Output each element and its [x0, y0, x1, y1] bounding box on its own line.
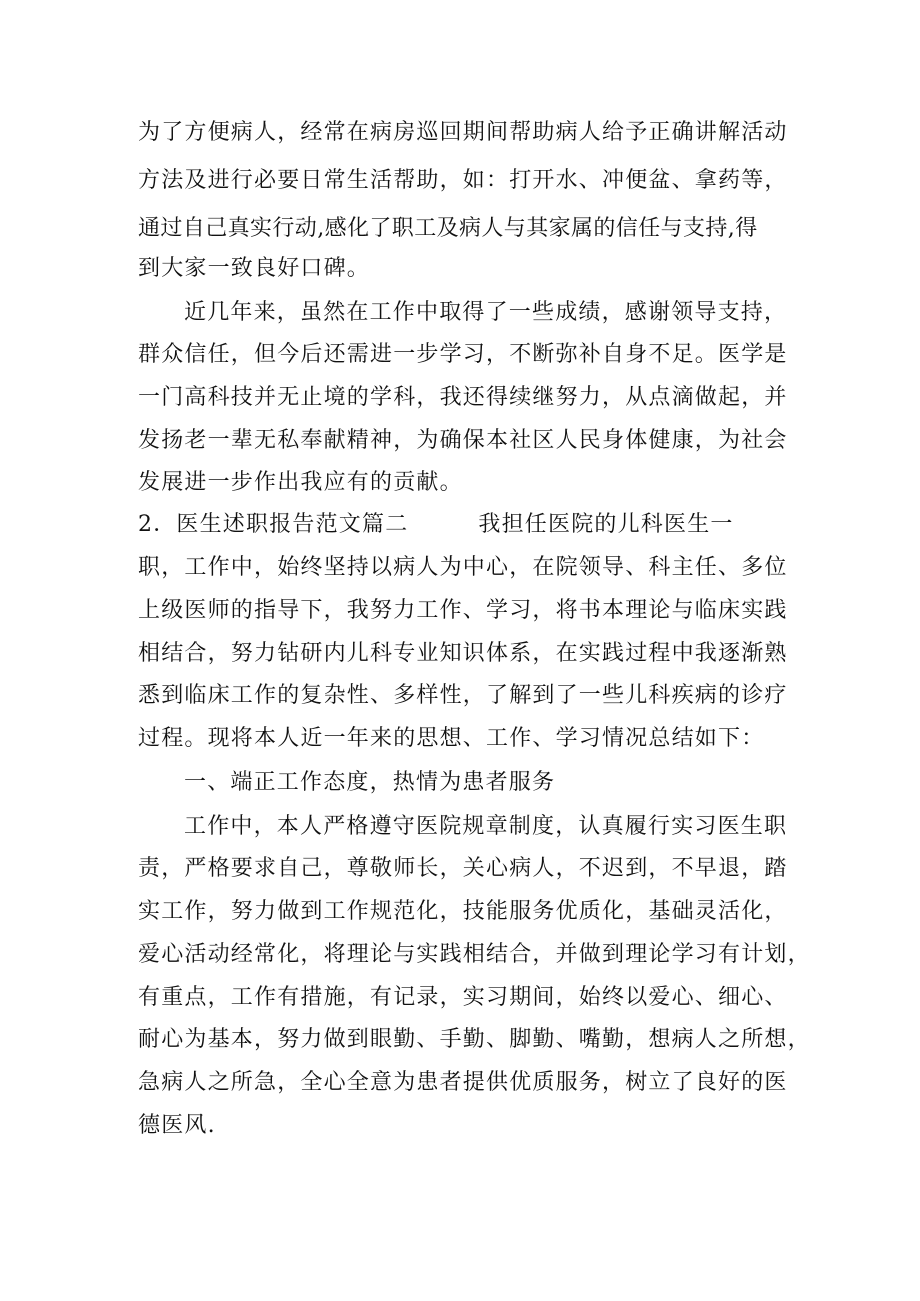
- paragraph-line: 相结合，努力钻研内儿科专业知识体系，在实践过程中我逐渐熟: [138, 641, 788, 666]
- paragraph-line: 一门高科技并无止境的学科，我还得续继努力，从点滴做起，并: [138, 385, 788, 410]
- paragraph-line: 工作中，本人严格遵守医院规章制度，认真履行实习医生职: [184, 814, 788, 839]
- section-title: 2．医生述职报告范文篇二: [138, 512, 409, 537]
- paragraph-line: 实工作，努力做到工作规范化，技能服务优质化，基础灵活化，: [138, 899, 788, 924]
- paragraph-line: 德医风.: [138, 1113, 216, 1138]
- paragraph-line: 近几年来，虽然在工作中取得了一些成绩，感谢领导支持，: [184, 300, 788, 325]
- paragraph-line: 职，工作中，始终坚持以病人为中心，在院领导、科主任、多位: [138, 555, 788, 580]
- paragraph-line: 有重点，工作有措施，有记录，实习期间，始终以爱心、细心、: [138, 985, 788, 1010]
- paragraph-line: 到大家一致良好口碑。: [138, 256, 371, 281]
- paragraph-line: 悉到临床工作的复杂性、多样性，了解到了一些儿科疾病的诊疗: [138, 683, 788, 708]
- paragraph-line: 为了方便病人，经常在病房巡回期间帮助病人给予正确讲解活动: [138, 120, 788, 145]
- section-heading: [138, 510, 734, 540]
- paragraph-line: 责，严格要求自己，尊敬师长，关心病人，不迟到，不早退，踏: [138, 856, 788, 881]
- paragraph-line: 过程。现将本人近一年来的思想、工作、学习情况总结如下：: [138, 726, 765, 751]
- paragraph-line: 方法及进行必要日常生活帮助，如：打开水、冲便盆、拿药等，: [138, 168, 788, 193]
- paragraph-line: 耐心为基本，努力做到眼勤、手勤、脚勤、嘴勤，想病人之所想，: [138, 1027, 811, 1052]
- paragraph-line: 急病人之所急，全心全意为患者提供优质服务，树立了良好的医: [138, 1070, 788, 1095]
- paragraph-line: 通过自己真实行动,感化了职工及病人与其家属的信任与支持,得: [138, 216, 758, 241]
- paragraph-line: 爱心活动经常化，将理论与实践相结合，并做到理论学习有计划，: [138, 942, 811, 967]
- subheading: 一、端正工作态度，热情为患者服务: [184, 770, 556, 795]
- section-lead: 我担任医院的儿科医生一: [478, 512, 734, 537]
- paragraph-line: 发扬老一辈无私奉献精神，为确保本社区人民身体健康，为社会: [138, 428, 788, 453]
- paragraph-line: 发展进一步作出我应有的贡献。: [138, 470, 463, 495]
- paragraph-line: 群众信任，但今后还需进一步学习，不断弥补自身不足。医学是: [138, 342, 788, 367]
- paragraph-line: 上级医师的指导下，我努力工作、学习，将书本理论与临床实践: [138, 598, 788, 623]
